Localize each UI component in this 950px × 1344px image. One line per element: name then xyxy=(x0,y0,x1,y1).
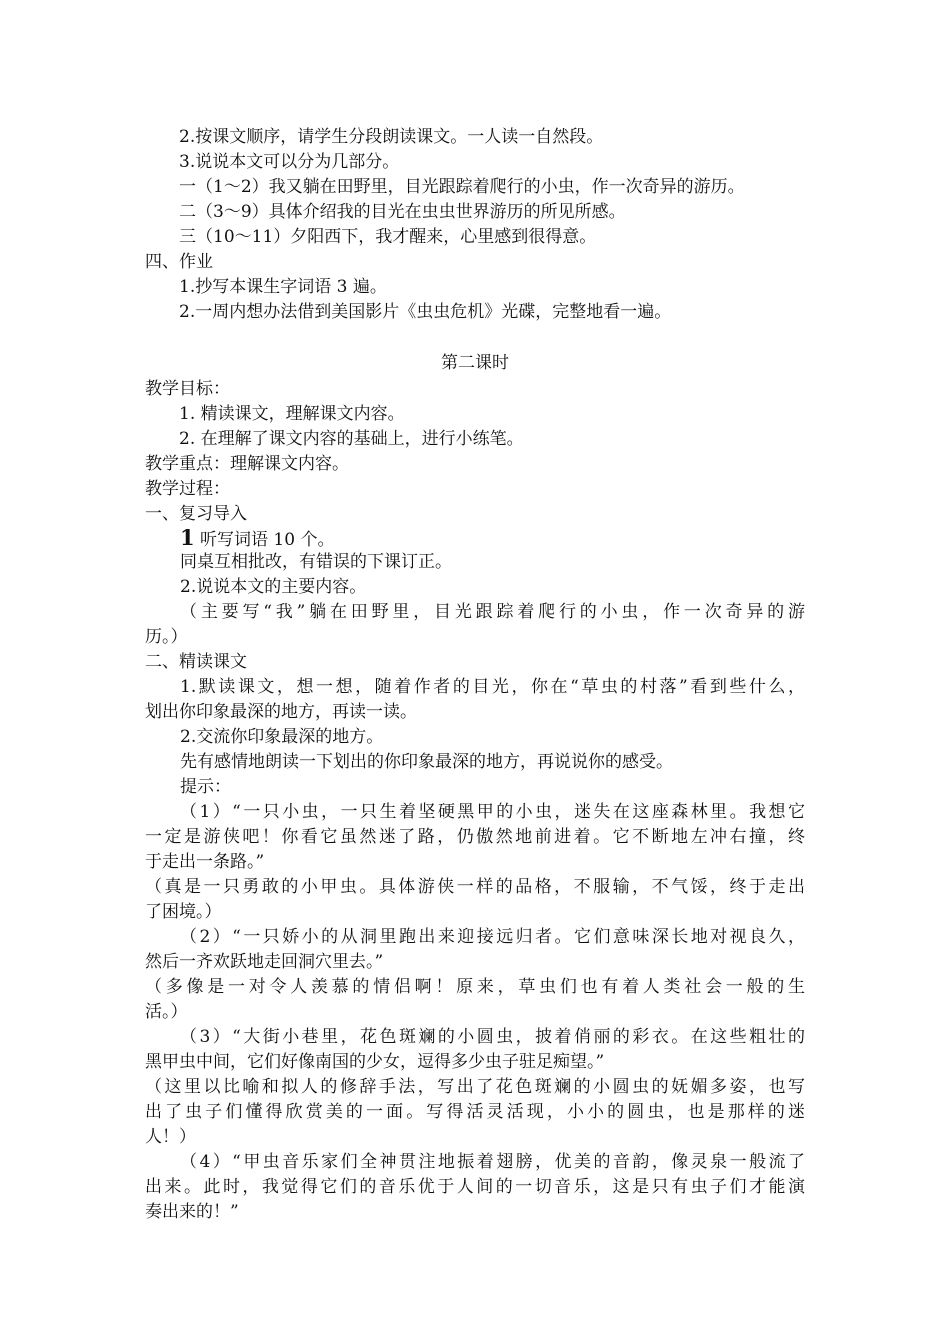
text-line: （2）“一只娇小的从洞里跑出来迎接远归者。它们意味深长地对视良久， xyxy=(180,927,805,947)
text-line: 划出你印象最深的地方，再读一读。 xyxy=(145,702,417,722)
step-text: 听写词语 10 个。 xyxy=(194,530,335,550)
text-line: 2.一周内想办法借到美国影片《虫虫危机》光碟，完整地看一遍。 xyxy=(179,302,672,322)
section-heading: 一、复习导入 xyxy=(145,504,247,524)
lesson-title: 第二课时 xyxy=(441,353,509,373)
text-line: 2.交流你印象最深的地方。 xyxy=(180,727,384,747)
objective-item: 1. 精读课文，理解课文内容。 xyxy=(179,404,405,424)
step-number: 1 xyxy=(180,525,195,550)
label-process: 教学过程： xyxy=(145,479,230,499)
text-line: 一（1～2）我又躺在田野里，目光跟踪着爬行的小虫，作一次奇异的游历。 xyxy=(179,177,745,197)
label-objectives: 教学目标： xyxy=(145,379,230,399)
text-line: 2.按课文顺序，请学生分段朗读课文。一人读一自然段。 xyxy=(179,127,604,147)
text-line: 先有感情地朗读一下划出的你印象最深的地方，再说说你的感受。 xyxy=(180,752,673,772)
text-line: 历。） xyxy=(145,627,188,647)
text-line: 2.说说本文的主要内容。 xyxy=(180,577,367,597)
text-line: 同桌互相批改，有错误的下课订正。 xyxy=(180,552,452,572)
text-line: 1.默读课文，想一想，随着作者的目光，你在“草虫的村落”看到些什么， xyxy=(180,677,805,697)
text-line: （4）“甲虫音乐家们全神贯注地振着翅膀，优美的音韵，像灵泉一般流了 xyxy=(180,1152,805,1172)
section-heading: 二、精读课文 xyxy=(145,652,247,672)
text-line: （主要写“我”躺在田野里，目光跟踪着爬行的小虫，作一次奇异的游 xyxy=(180,602,805,622)
text-line xyxy=(0,525,950,550)
text-line: 于走出一条路。” xyxy=(145,852,265,872)
text-line: 黑甲虫中间，它们好像南国的少女，逗得多少虫子驻足痴望。” xyxy=(145,1052,605,1072)
label-focus: 教学重点：理解课文内容。 xyxy=(145,454,349,474)
section-heading: 四、作业 xyxy=(145,252,213,272)
text-line: （多像是一对令人羡慕的情侣啊！原来，草虫们也有着人类社会一般的生 xyxy=(145,977,805,997)
text-line: 奏出来的！” xyxy=(145,1202,239,1222)
text-line: 出了虫子们懂得欣赏美的一面。写得活灵活现，小小的圆虫，也是那样的迷 xyxy=(145,1102,805,1122)
text-line: 人！） xyxy=(145,1127,196,1147)
text-line: 提示： xyxy=(180,777,231,797)
text-line: 一定是游侠吧！你看它虽然迷了路，仍傲然地前进着。它不断地左冲右撞，终 xyxy=(145,827,805,847)
text-line: （1）“一只小虫，一只生着坚硬黑甲的小虫，迷失在这座森林里。我想它 xyxy=(180,802,805,822)
text-line: 活。） xyxy=(145,1002,188,1022)
text-line: 1.抄写本课生字词语 3 遍。 xyxy=(179,277,387,297)
text-line: （这里以比喻和拟人的修辞手法，写出了花色斑斓的小圆虫的妩媚多姿，也写 xyxy=(145,1077,805,1097)
text-line: 二（3～9）具体介绍我的目光在虫虫世界游历的所见所感。 xyxy=(179,202,626,222)
text-line: 3.说说本文可以分为几部分。 xyxy=(179,152,400,172)
text-line: 三（10～11）夕阳西下，我才醒来，心里感到很得意。 xyxy=(179,227,597,247)
text-line: 出来。此时，我觉得它们的音乐优于人间的一切音乐，这是只有虫子们才能演 xyxy=(145,1177,805,1197)
text-line: （真是一只勇敢的小甲虫。具体游侠一样的品格，不服输，不气馁，终于走出 xyxy=(145,877,805,897)
text-line: （3）“大街小巷里，花色斑斓的小圆虫，披着俏丽的彩衣。在这些粗壮的 xyxy=(180,1027,805,1047)
text-line: 然后一齐欢跃地走回洞穴里去。” xyxy=(145,952,384,972)
text-line: 了困境。） xyxy=(145,902,222,922)
objective-item: 2. 在理解了课文内容的基础上，进行小练笔。 xyxy=(179,429,524,449)
